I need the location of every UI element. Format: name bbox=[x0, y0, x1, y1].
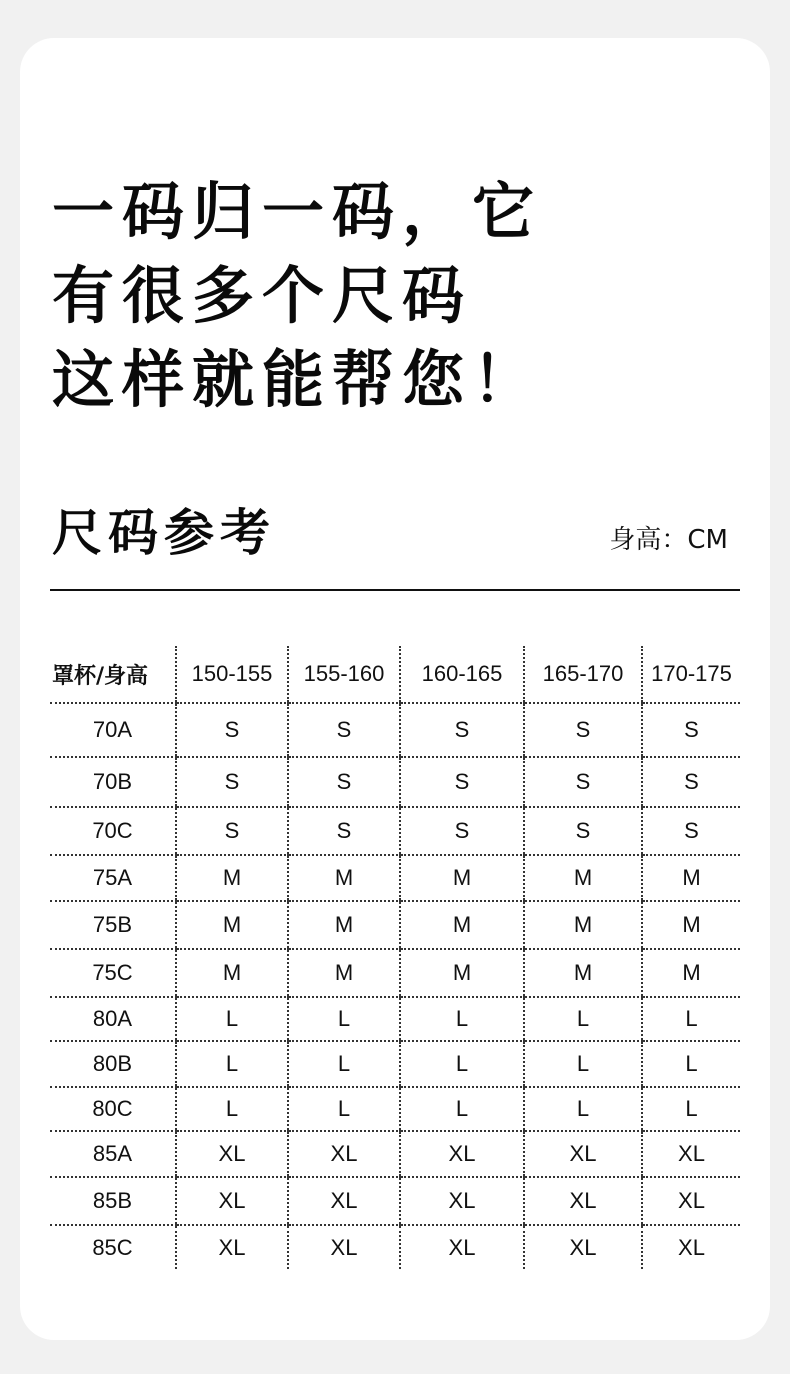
cup-size-cell: 70B bbox=[50, 757, 176, 807]
size-cell: L bbox=[288, 997, 400, 1041]
size-cell: S bbox=[400, 703, 524, 757]
size-cell: XL bbox=[400, 1225, 524, 1269]
size-cell: S bbox=[288, 757, 400, 807]
size-cell: XL bbox=[642, 1177, 740, 1225]
cup-size-cell: 85C bbox=[92, 1234, 133, 1260]
size-cell: L bbox=[642, 1087, 740, 1131]
cup-size-cell: 85B bbox=[50, 1177, 176, 1225]
table-header-row bbox=[50, 646, 740, 703]
size-cell: XL bbox=[524, 1131, 642, 1177]
size-cell: M bbox=[642, 855, 740, 901]
size-cell: XL bbox=[524, 1225, 642, 1269]
size-cell: XL bbox=[642, 1225, 740, 1269]
size-cell: L bbox=[524, 997, 642, 1041]
table-row bbox=[50, 1225, 740, 1269]
size-cell: L bbox=[524, 1087, 642, 1131]
cup-size-cell: 75C bbox=[50, 949, 176, 997]
size-cell: L bbox=[642, 1041, 740, 1087]
size-cell: M bbox=[400, 855, 524, 901]
size-cell: S bbox=[176, 807, 288, 855]
size-cell: XL bbox=[524, 1177, 642, 1225]
size-cell: S bbox=[524, 807, 642, 855]
size-cell: M bbox=[176, 901, 288, 949]
size-cell: XL bbox=[400, 1131, 524, 1177]
column-header: 165-170 bbox=[524, 646, 642, 703]
size-cell: S bbox=[400, 757, 524, 807]
size-cell: S bbox=[642, 757, 740, 807]
table-row bbox=[50, 949, 740, 997]
size-cell: S bbox=[176, 703, 288, 757]
size-cell: S bbox=[642, 807, 740, 855]
table-row bbox=[50, 997, 740, 1041]
unit-label: 身高：CM bbox=[609, 525, 728, 555]
cup-size-cell: 70A bbox=[50, 703, 176, 757]
table-row bbox=[50, 1177, 740, 1225]
cup-size-cell: 75A bbox=[50, 855, 176, 901]
table-row bbox=[50, 703, 740, 757]
size-cell: XL bbox=[176, 1225, 288, 1269]
size-cell: L bbox=[288, 1041, 400, 1087]
size-cell: XL bbox=[288, 1177, 400, 1225]
size-cell: M bbox=[176, 949, 288, 997]
table-row bbox=[50, 757, 740, 807]
size-cell: M bbox=[524, 949, 642, 997]
section-title: 尺码参考 bbox=[52, 504, 276, 562]
size-cell: M bbox=[400, 949, 524, 997]
size-cell: M bbox=[400, 901, 524, 949]
column-header: 150-155 bbox=[176, 646, 288, 703]
cup-size-cell: 80B bbox=[50, 1041, 176, 1087]
size-cell: XL bbox=[176, 1177, 288, 1225]
size-cell: L bbox=[176, 997, 288, 1041]
size-cell: S bbox=[524, 703, 642, 757]
headline-line-1: 一码归一码，它 bbox=[52, 175, 543, 248]
size-cell: S bbox=[524, 757, 642, 807]
table-row bbox=[50, 1041, 740, 1087]
column-header: 170-175 bbox=[642, 646, 740, 703]
size-cell: L bbox=[400, 997, 524, 1041]
size-cell: XL bbox=[288, 1225, 400, 1269]
size-cell: M bbox=[288, 855, 400, 901]
size-cell: M bbox=[288, 901, 400, 949]
size-cell: XL bbox=[288, 1131, 400, 1177]
size-cell: L bbox=[524, 1041, 642, 1087]
table-row bbox=[50, 807, 740, 855]
size-cell: M bbox=[524, 855, 642, 901]
table-row bbox=[50, 855, 740, 901]
size-cell: S bbox=[288, 703, 400, 757]
size-cell: S bbox=[176, 757, 288, 807]
size-cell: S bbox=[642, 703, 740, 757]
column-header: 160-165 bbox=[400, 646, 524, 703]
cup-size-cell: 85A bbox=[50, 1131, 176, 1177]
size-cell: L bbox=[176, 1087, 288, 1131]
headline-line-2: 有很多个尺码 bbox=[52, 259, 473, 332]
size-cell: L bbox=[176, 1041, 288, 1087]
size-cell: L bbox=[400, 1087, 524, 1131]
size-cell: XL bbox=[400, 1177, 524, 1225]
column-header: 155-160 bbox=[288, 646, 400, 703]
cup-size-cell: 80C bbox=[50, 1087, 176, 1131]
size-cell: S bbox=[288, 807, 400, 855]
cup-size-cell: 70C bbox=[50, 807, 176, 855]
divider bbox=[50, 589, 740, 591]
table-row bbox=[50, 901, 740, 949]
size-cell: M bbox=[524, 901, 642, 949]
table-body bbox=[50, 703, 740, 1269]
headline-line-3: 这样就能帮您！ bbox=[52, 343, 543, 416]
size-cell: S bbox=[400, 807, 524, 855]
table-row bbox=[50, 1087, 740, 1131]
size-cell: XL bbox=[642, 1131, 740, 1177]
size-cell: L bbox=[642, 997, 740, 1041]
size-chart-table bbox=[50, 646, 740, 1269]
size-cell: L bbox=[400, 1041, 524, 1087]
table-row bbox=[50, 1131, 740, 1177]
size-cell: XL bbox=[176, 1131, 288, 1177]
cup-size-cell: 75B bbox=[50, 901, 176, 949]
cup-size-cell: 80A bbox=[50, 997, 176, 1041]
size-cell: L bbox=[288, 1087, 400, 1131]
headline bbox=[52, 170, 542, 422]
size-cell: M bbox=[642, 949, 740, 997]
size-cell: M bbox=[642, 901, 740, 949]
size-cell: M bbox=[288, 949, 400, 997]
size-cell: M bbox=[176, 855, 288, 901]
corner-header: 罩杯/身高 bbox=[50, 646, 176, 703]
